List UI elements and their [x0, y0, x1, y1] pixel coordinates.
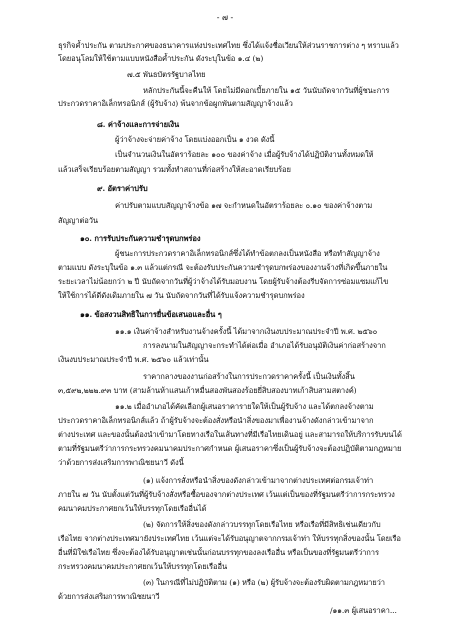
text-line: กระทรวงคมนาคมประกาศยกเว้นให้บรรทุกโดยเรืออื่น	[58, 562, 228, 571]
text-line: โดยอนุโลมให้ใช้ตามแบบหนังสือค้ำประกัน ดังระบุในข้อ ๑.๔ (๒)	[58, 54, 264, 63]
section-10-heading: ๑๐. การรับประกันความชำรุดบกพร่อง	[80, 234, 201, 243]
text-line: ประกวดราคาอิเล็กทรอนิกส์แล้ว ถ้าผู้รับจ้างจะต้องสั่งหรือนำสิ่งของมาเพื่องานจ้างดังกล่าวเข้ามาจาก	[58, 416, 374, 425]
clause-11-2: ๑๑.๒ เมื่ออำเภอได้คัดเลือกผู้เสนอราคารายใดให้เป็นผู้รับจ้าง และได้ตกลงจ้างตาม	[115, 402, 374, 411]
section-8-heading: ๘. ค่าจ้างและการจ่ายเงิน	[97, 120, 180, 129]
text-line: ตามแบบ ดังระบุในข้อ ๑.๓ แล้วแต่กรณี จะต้องรับประกันความชำรุดบกพร่องของงานจ้างที่เกิดขึ้นภายใน	[58, 263, 388, 272]
text-line: เรือไทย จากต่างประเทศมายังประเทศไทย เว้นแต่จะได้รับอนุญาตจากกรมเจ้าท่า ให้บรรทุกสิ่งของนั้น โดยเรือ	[58, 534, 401, 543]
reference-price-line: ๓,๕๙๒,๒๒๒.๙๓ บาท (สามล้านห้าแสนเก้าหมื่นสองพันสองร้อยยี่สิบสองบาทเก้าสิบสามสตางค์)	[58, 386, 357, 395]
text-line: แล้วเสร็จเรียบร้อยตามสัญญา รวมทั้งทำสถานที่ก่อสร้างให้สะอาดเรียบร้อย	[58, 165, 291, 174]
text-line: ว่าด้วยการส่งเสริมการพาณิชยนาวี ดังนี้	[58, 458, 184, 467]
text-line: ราคากลางของงานก่อสร้างในการประกวดราคาครั้งนี้ เป็นเงินทั้งสิ้น	[143, 372, 355, 381]
text-line: ผู้ชนะการประกวดราคาอิเล็กทรอนิกส์ซึ่งได้ทำข้อตกลงเป็นหนังสือ หรือทำสัญญาจ้าง	[115, 249, 380, 258]
section-9-heading: ๙. อัตราค่าปรับ	[97, 184, 148, 193]
text-line: ด้วยการส่งเสริมการพาณิชยนาวี	[58, 592, 160, 601]
text-line: การลงนามในสัญญาจะกระทำได้ต่อเมื่อ อำเภอได้รับอนุมัติเงินค่าก่อสร้างจาก	[143, 341, 386, 350]
text-line: ต่างประเทศ และของนั้นต้องนำเข้ามาโดยทางเรือในเส้นทางที่มีเรือไทยเดินอยู่ และสามารถให้บริการรับขนได้	[58, 430, 402, 439]
continuation-note: /๑๑.๓ ผู้เสนอราคา...	[330, 606, 397, 615]
text-line: อื่นที่มิใช่เรือไทย ซึ่งจะต้องได้รับอนุญาตเช่นนั้นก่อนบรรทุกของลงเรืออื่น หรือเป็นของที่รัฐมนตรีว่าการ	[58, 548, 379, 557]
text-line: ประกวดราคาอิเล็กทรอนิกส์ (ผู้รับจ้าง) พ้นจากข้อผูกพันตามสัญญาจ้างแล้ว	[58, 99, 293, 108]
text-line: ผู้ว่าจ้างจะจ่ายค่าจ้าง โดยแบ่งออกเป็น ๑ งวด ดังนี้	[115, 135, 275, 144]
text-line: ระยะเวลาไม่น้อยกว่า ๒ ปี นับถัดจากวันที่ผู้ว่าจ้างได้รับมอบงาน โดยผู้รับจ้างต้องรีบจัดการซ่อมแซมแก้ไข	[58, 277, 389, 286]
text-line: ตามที่รัฐมนตรีว่าการกระทรวงคมนาคมประกาศกำหนด ผู้เสนอราคาซึ่งเป็นผู้รับจ้างจะต้องปฏิบัติตามกฎหมาย	[58, 444, 402, 453]
sub-clause-3: (๓) ในกรณีที่ไม่ปฏิบัติตาม (๑) หรือ (๒) ผู้รับจ้างจะต้องรับผิดตามกฎหมายว่า	[143, 578, 385, 587]
text-line: คมนาคมประกาศยกเว้นให้บรรทุกโดยเรืออื่นได้	[58, 504, 207, 513]
section-11-heading: ๑๑. ข้อสงวนสิทธิในการยื่นข้อเสนอและอื่น ๆ	[80, 310, 222, 319]
clause-11-1: ๑๑.๑ เงินค่าจ้างสำหรับงานจ้างครั้งนี้ ได้มาจากเงินงบประมาณประจำปี พ.ศ. ๒๕๖๐	[115, 327, 378, 336]
text-line: สัญญาต่อวัน	[58, 216, 98, 225]
text-line: ให้ใช้การได้ดีดังเดิมภายใน ๗ วัน นับถัดจากวันที่ได้รับแจ้งความชำรุดบกพร่อง	[58, 291, 305, 300]
text-line: เงินงบประมาณประจำปี พ.ศ. ๒๕๖๐ แล้วเท่านั้น	[58, 355, 209, 364]
text-line: ภายใน ๗ วัน นับตั้งแต่วันที่ผู้รับจ้างสั่งหรือซื้อของจากต่างประเทศ เว้นแต่เป็นของที่รัฐมนตรีว่าการกระทรวง	[58, 490, 395, 499]
sub-clause-2: (๒) จัดการให้สิ่งของดังกล่าวบรรทุกโดยเรือไทย หรือเรือที่มีสิทธิเช่นเดียวกับ	[143, 520, 381, 529]
sub-clause-1: (๑) แจ้งการสั่งหรือนำสิ่งของดังกล่าวเข้ามาจากต่างประเทศต่อกรมเจ้าท่า	[143, 476, 374, 485]
text-line: เป็นจำนวนเงินในอัตราร้อยละ ๑๐๐ ของค่าจ้าง เมื่อผู้รับจ้างได้ปฏิบัติงานทั้งหมดให้	[115, 150, 374, 159]
page-number: - ๗ -	[216, 13, 234, 22]
text-line: หลักประกันนี้จะคืนให้ โดยไม่มีดอกเบี้ยภายใน ๑๕ วันนับถัดจากวันที่ผู้ชนะการ	[143, 86, 390, 95]
clause-7-5: ๗.๕ พันธบัตรรัฐบาลไทย	[127, 70, 206, 79]
text-line: ธุรกิจค้ำประกัน ตามประกาศของธนาคารแห่งประเทศไทย ซึ่งได้แจ้งชื่อเวียนให้ส่วนราชการต่าง ๆ ทราบแล้ว	[58, 41, 399, 50]
text-line: ค่าปรับตามแบบสัญญาจ้างข้อ ๑๗ จะกำหนดในอัตราร้อยละ ๐.๑๐ ของค่าจ้างตาม	[115, 201, 373, 210]
